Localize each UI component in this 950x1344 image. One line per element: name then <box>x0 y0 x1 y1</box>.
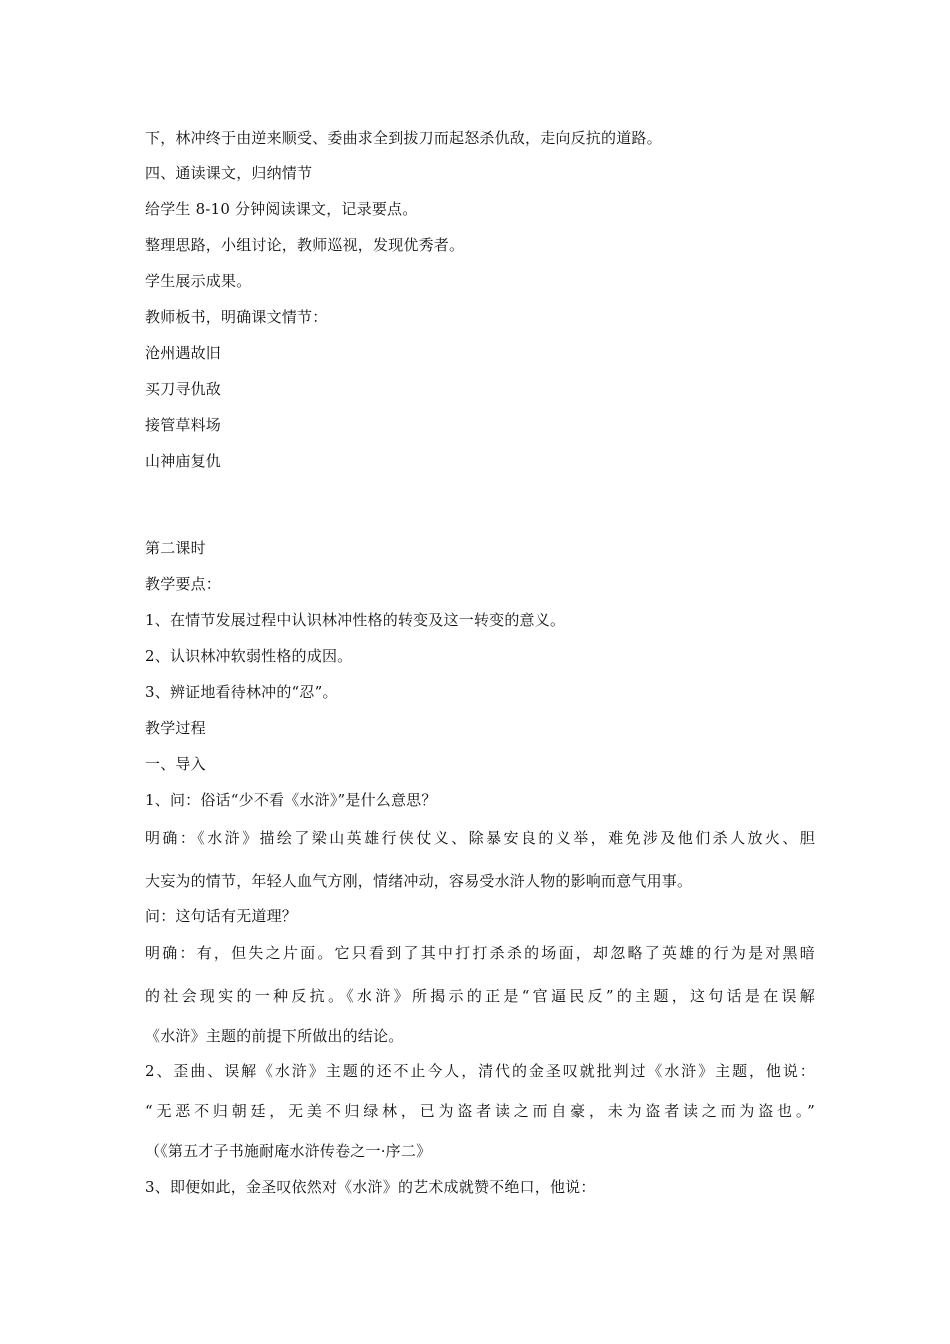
text-line: （《第五才子书施耐庵水浒传卷之一·序二》 <box>145 1142 432 1160</box>
text-line: 学生展示成果。 <box>145 272 252 290</box>
text-line: 下，林冲终于由逆来顺受、委曲求全到拔刀而起怒杀仇敌，走向反抗的道路。 <box>145 129 662 147</box>
text-line: 3、辨证地看待林冲的“忍”。 <box>145 683 338 701</box>
text-line: 给学生 8-10 分钟阅读课文，记录要点。 <box>145 200 418 218</box>
text-line: 的社会现实的一种反抗。《水浒》所揭示的正是“官逼民反”的主题，这句话是在误解 <box>145 987 815 1005</box>
text-line: 明确：《水浒》描绘了梁山英雄行侠仗义、除暴安良的义举，难免涉及他们杀人放火、胆 <box>145 829 815 847</box>
text-line: 2、歪曲、误解《水浒》主题的还不止今人，清代的金圣叹就批判过《水浒》主题，他说： <box>145 1062 815 1080</box>
text-line: 一、导入 <box>145 755 206 773</box>
text-line: 买刀寻仇敌 <box>145 380 222 398</box>
section-heading: 第二课时 <box>145 539 206 557</box>
text-line: 3、即便如此，金圣叹依然对《水浒》的艺术成就赞不绝口，他说： <box>145 1178 596 1196</box>
text-line: 《水浒》主题的前提下所做出的结论。 <box>145 1027 404 1045</box>
text-line: 教师板书，明确课文情节： <box>145 308 328 326</box>
text-line: 教学要点： <box>145 575 222 593</box>
text-line: 明确：有，但失之片面。它只看到了其中打打杀杀的场面，却忽略了英雄的行为是对黑暗 <box>145 944 815 962</box>
text-line: 接管草料场 <box>145 416 222 434</box>
text-line: “无恶不归朝廷，无美不归绿林，已为盗者读之而自豪，未为盗者读之而为盗也。” <box>145 1102 815 1120</box>
text-line: 山神庙复仇 <box>145 452 222 470</box>
text-line: 整理思路，小组讨论，教师巡视，发现优秀者。 <box>145 236 465 254</box>
text-line: 沧州遇故旧 <box>145 344 222 362</box>
text-line: 教学过程 <box>145 719 206 737</box>
text-line: 大妄为的情节，年轻人血气方刚，情绪冲动，容易受水浒人物的影响而意气用事。 <box>145 872 693 890</box>
text-line: 1、在情节发展过程中认识林冲性格的转变及这一转变的意义。 <box>145 611 566 629</box>
text-line: 1、问：俗话“少不看《水浒》”是什么意思？ <box>145 791 437 809</box>
text-line: 2、认识林冲软弱性格的成因。 <box>145 647 353 665</box>
text-line: 问：这句话有无道理？ <box>145 907 298 925</box>
text-line: 四、通读课文，归纳情节 <box>145 164 313 182</box>
